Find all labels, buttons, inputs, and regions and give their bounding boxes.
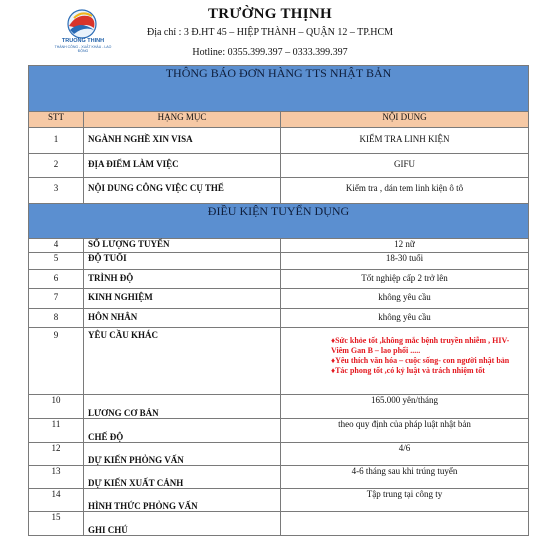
order-title: THÔNG BÁO ĐƠN HÀNG TTS NHẬT BẢN	[29, 66, 529, 112]
row-stt: 9	[29, 328, 84, 395]
row-category: ĐỘ TUỔI	[84, 253, 281, 270]
recruitment-title: ĐIỀU KIỆN TUYỂN DỤNG	[29, 204, 529, 239]
row-content: Kiểm tra , dán tem linh kiện ô tô	[281, 178, 529, 204]
row-category: DỰ KIẾN PHỎNG VẤN	[84, 443, 281, 466]
table-row	[29, 178, 529, 204]
row-category: GHI CHÚ	[84, 512, 281, 536]
row-content: 4/6	[281, 443, 529, 466]
title-banner	[29, 66, 529, 112]
row-content: 18-30 tuổi	[281, 253, 529, 270]
job-order-table	[28, 65, 529, 536]
table-row	[29, 395, 529, 419]
row-content: Tập trung tại công ty	[281, 489, 529, 512]
company-name: TRƯỜNG THỊNH	[207, 6, 333, 22]
row-content: GIFU	[281, 154, 529, 178]
row-category: NGÀNH NGHỀ XIN VISA	[84, 128, 281, 154]
row-stt: 15	[29, 512, 84, 536]
row-stt: 2	[29, 154, 84, 178]
table-row	[29, 466, 529, 489]
column-header-row	[29, 112, 529, 128]
col-stt-header: STT	[29, 112, 84, 128]
row-stt: 11	[29, 419, 84, 443]
row-content-requirements	[281, 328, 529, 395]
row-category: NỘI DUNG CÔNG VIỆC CỤ THỂ	[84, 178, 281, 204]
row-content: 165.000 yên/tháng	[281, 395, 529, 419]
row-content: Tốt nghiệp cấp 2 trở lên	[281, 270, 529, 289]
row-stt: 1	[29, 128, 84, 154]
table-row	[29, 289, 529, 309]
row-category: LƯƠNG CƠ BẢN	[84, 395, 281, 419]
row-category: YÊU CẦU KHÁC	[84, 328, 281, 395]
row-stt: 13	[29, 466, 84, 489]
row-content	[281, 512, 529, 536]
logo-tagline: THÀNH CÔNG - XUẤT KHẨU - LAO ĐỘNG	[54, 45, 112, 53]
row-content: 4-6 tháng sau khi trúng tuyển	[281, 466, 529, 489]
requirement-line: ♦Tác phong tốt ,có kỷ luật và trách nhiệm tốt	[331, 366, 485, 375]
requirement-line: ♦Yêu thích văn hóa – cuộc sống- con người nhật bản	[331, 356, 510, 365]
row-category: HÔN NHÂN	[84, 309, 281, 328]
table-row	[29, 154, 529, 178]
table-row	[29, 253, 529, 270]
table-row	[29, 419, 529, 443]
table-row	[29, 270, 529, 289]
col-content-header: NỘI DUNG	[281, 112, 529, 128]
table-row	[29, 512, 529, 536]
table-row	[29, 443, 529, 466]
row-stt: 7	[29, 289, 84, 309]
row-category: ĐỊA ĐIỂM LÀM VIỆC	[84, 154, 281, 178]
table-row	[29, 489, 529, 512]
logo-text: TRUONG THINH	[61, 38, 105, 44]
row-category: DỰ KIẾN XUẤT CẢNH	[84, 466, 281, 489]
row-stt: 8	[29, 309, 84, 328]
company-hotline: Hotline: 0355.399.397 – 0333.399.397	[192, 47, 348, 58]
row-stt: 4	[29, 239, 84, 253]
row-category: HÌNH THỨC PHỎNG VẤN	[84, 489, 281, 512]
row-category: CHẾ ĐỘ	[84, 419, 281, 443]
row-category: SỐ LƯỢNG TUYỂN	[84, 239, 281, 253]
col-category-header: HẠNG MỤC	[84, 112, 281, 128]
company-address: Địa chỉ : 3 Đ.HT 45 – HIỆP THÀNH – QUẬN 12 – TP.HCM	[146, 27, 394, 38]
row-content: không yêu cầu	[281, 289, 529, 309]
row-stt: 3	[29, 178, 84, 204]
row-content: theo quy định của pháp luật nhật bản	[281, 419, 529, 443]
requirement-line: ♦Sức khỏe tốt ,không mắc bệnh truyền nhiễm , HIV-	[331, 336, 510, 345]
table-row	[29, 128, 529, 154]
section-banner	[29, 204, 529, 239]
requirement-line: Viêm Gan B – lao phổi .....	[331, 346, 421, 355]
row-category: TRÌNH ĐỘ	[84, 270, 281, 289]
row-stt: 14	[29, 489, 84, 512]
row-content: 12 nữ	[281, 239, 529, 253]
row-stt: 12	[29, 443, 84, 466]
row-content: KIỂM TRA LINH KIỆN	[281, 128, 529, 154]
table-row	[29, 328, 529, 395]
table-row	[29, 309, 529, 328]
row-stt: 6	[29, 270, 84, 289]
row-stt: 5	[29, 253, 84, 270]
requirements-list	[281, 336, 528, 376]
row-category: KINH NGHIỆM	[84, 289, 281, 309]
letterhead	[0, 0, 540, 64]
table-row	[29, 239, 529, 253]
row-stt: 10	[29, 395, 84, 419]
row-content: không yêu cầu	[281, 309, 529, 328]
